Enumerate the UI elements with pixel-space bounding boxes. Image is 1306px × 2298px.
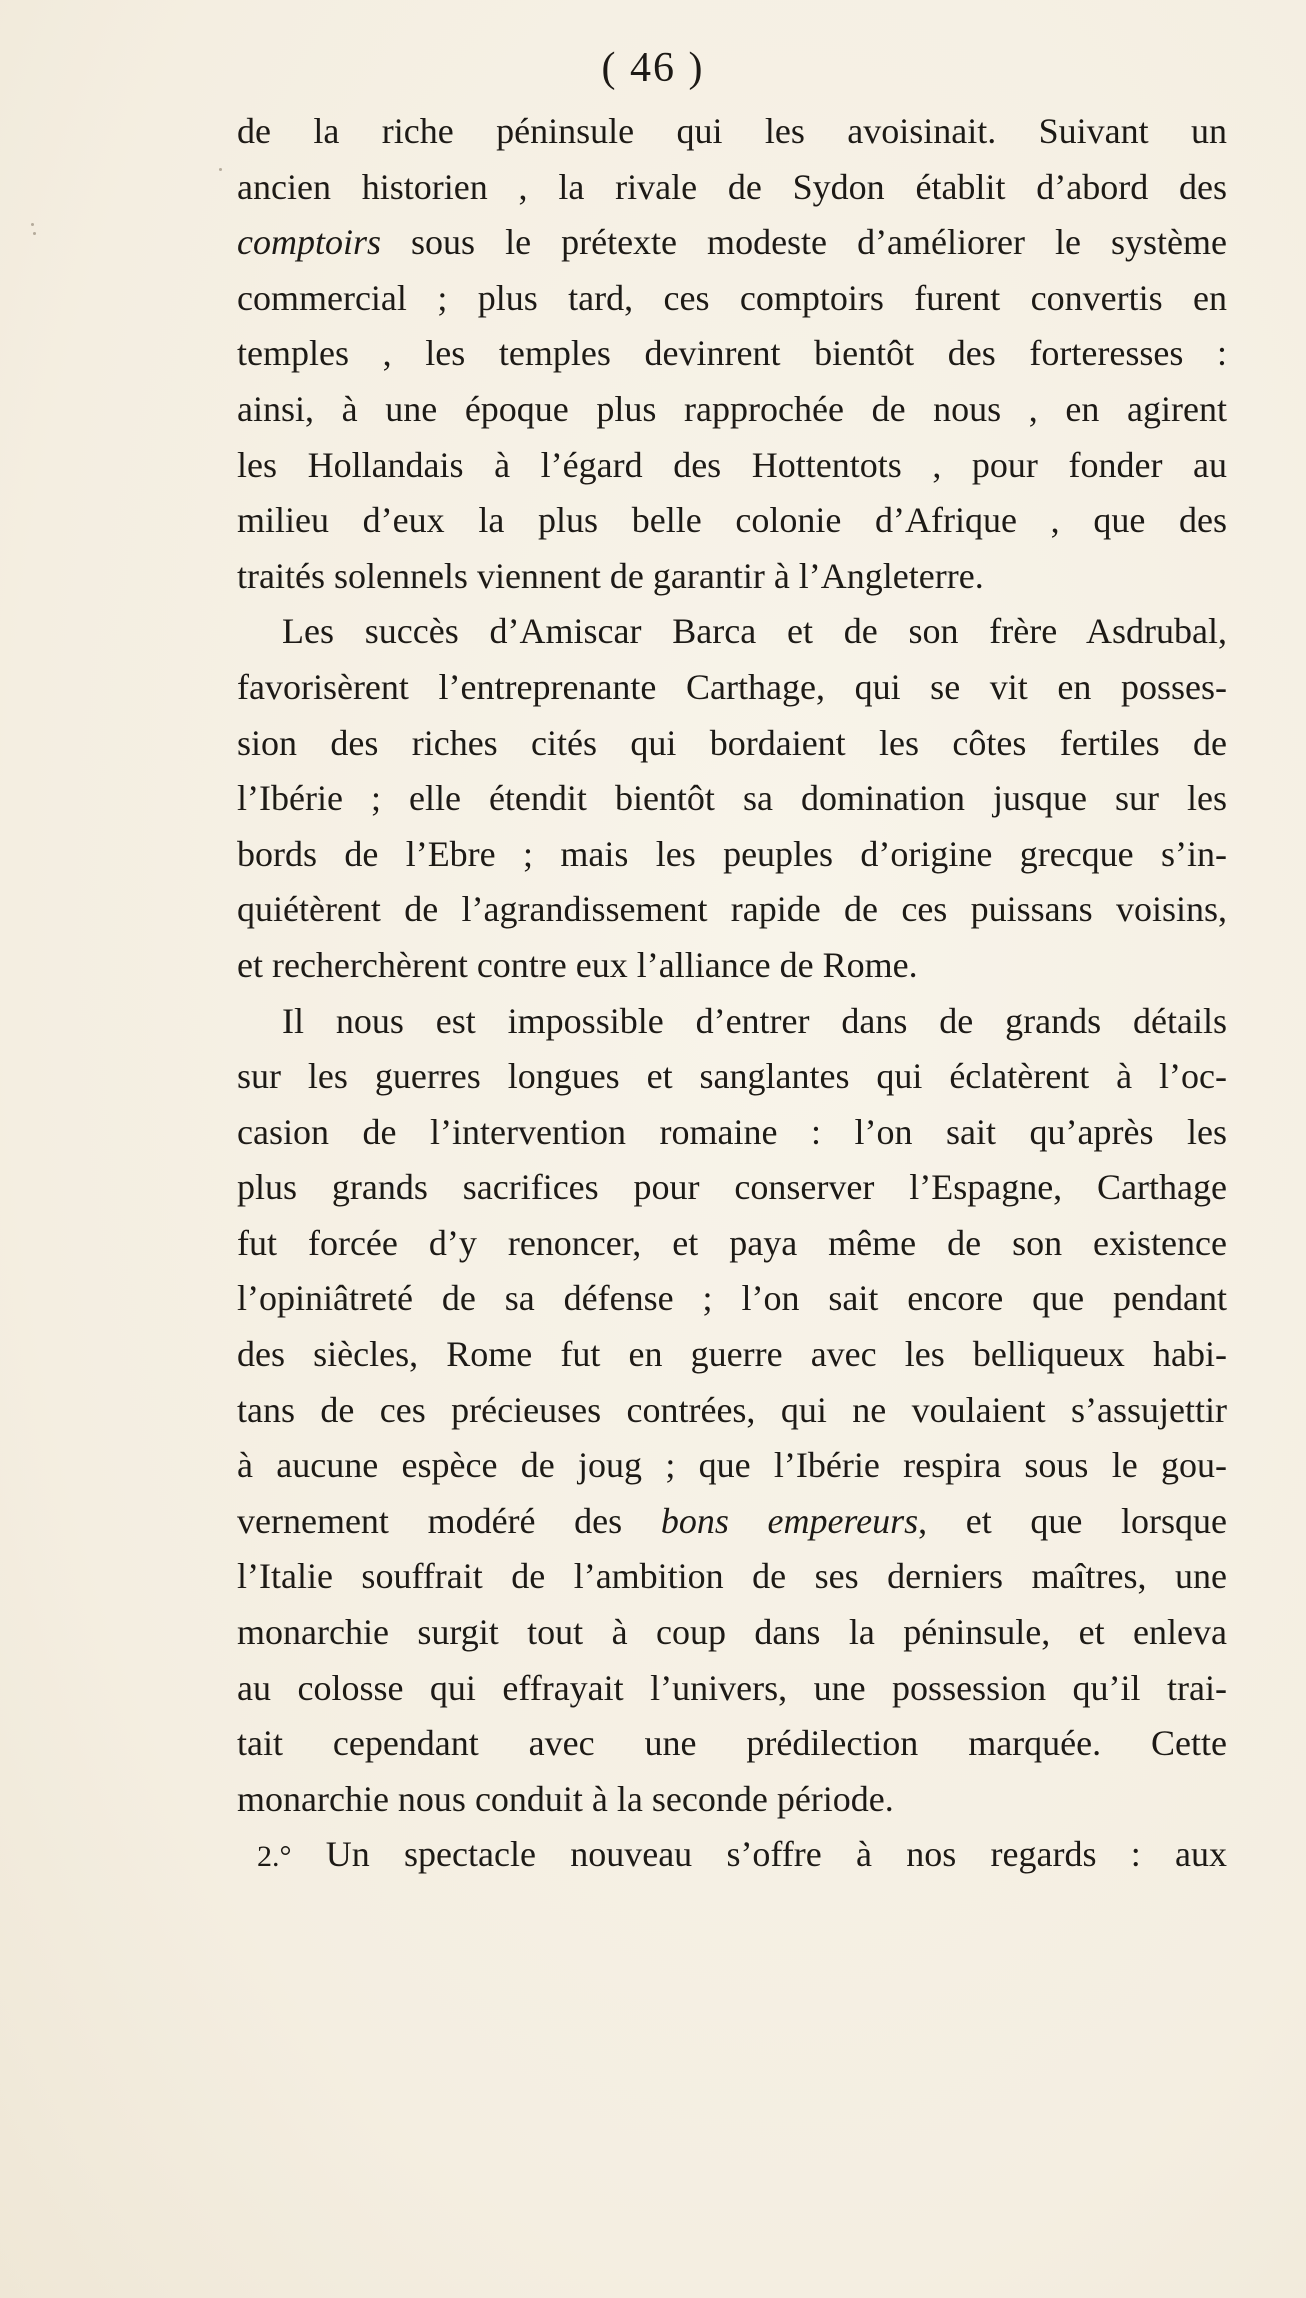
text-line: traités solennels viennent de garantir à l’Angleterre. <box>237 555 984 596</box>
section-start-line <box>237 1827 1227 1883</box>
text-fragment: vernement modéré des <box>237 1500 661 1541</box>
paper-speck <box>219 168 222 171</box>
text-line: fut forcée d’y renoncer, et paya même de son existence <box>237 1222 1227 1263</box>
text-line: à aucune espèce de joug ; que l’Ibérie respira sous le gou- <box>237 1445 1227 1486</box>
text-line: l’opiniâtreté de sa défense ; l’on sait encore que pendant <box>237 1278 1227 1319</box>
text-fragment: , et que lorsque <box>918 1500 1227 1541</box>
text-line <box>237 1494 1227 1550</box>
body-text <box>237 104 1227 1883</box>
paper-speck <box>33 232 36 235</box>
paragraph-start-line: Les succès d’Amiscar Barca et de son frère Asdrubal, <box>282 611 1227 652</box>
text-line: monarchie nous conduit à la seconde période. <box>237 1778 894 1819</box>
paper-speck <box>31 223 34 226</box>
text-line: sion des riches cités qui bordaient les côtes fertiles de <box>237 722 1227 763</box>
text-line: les Hollandais à l’égard des Hottentots , pour fonder au <box>237 444 1227 485</box>
text-line: commercial ; plus tard, ces comptoirs furent convertis en <box>237 277 1227 318</box>
text-line: bords de l’Ebre ; mais les peuples d’origine grecque s’in- <box>237 833 1227 874</box>
text-line: plus grands sacrifices pour conserver l’Espagne, Carthage <box>237 1167 1227 1208</box>
text-line <box>237 215 1227 271</box>
text-line: casion de l’intervention romaine : l’on sait qu’après les <box>237 1111 1227 1152</box>
text-line: des siècles, Rome fut en guerre avec les belliqueux habi- <box>237 1334 1227 1375</box>
text-line: temples , les temples devinrent bientôt des forteresses : <box>237 333 1227 374</box>
text-line: favorisèrent l’entreprenante Carthage, qui se vit en posses- <box>237 666 1227 707</box>
text-line: et recherchèrent contre eux l’alliance de Rome. <box>237 944 918 985</box>
text-line: ancien historien , la rivale de Sydon établit d’abord des <box>237 166 1227 207</box>
text-fragment: sous le prétexte modeste d’améliorer le système <box>381 222 1227 263</box>
italic-term: comptoirs <box>237 222 381 263</box>
text-line: ainsi, à une époque plus rapprochée de nous , en agirent <box>237 388 1227 429</box>
text-line: milieu d’eux la plus belle colonie d’Afrique , que des <box>237 500 1227 541</box>
paragraph-start-line: Il nous est impossible d’entrer dans de grands détails <box>282 1000 1227 1041</box>
text-line: de la riche péninsule qui les avoisinait. Suivant un <box>237 111 1227 151</box>
text-line: tans de ces précieuses contrées, qui ne voulaient s’assujettir <box>237 1389 1227 1430</box>
text-line: au colosse qui effrayait l’univers, une possession qu’il trai- <box>237 1667 1227 1708</box>
text-line: sur les guerres longues et sanglantes qui éclatèrent à l’oc- <box>237 1056 1227 1097</box>
text-line: l’Ibérie ; elle étendit bientôt sa domination jusque sur les <box>237 778 1227 819</box>
text-line: quiétèrent de l’agrandissement rapide de ces puissans voisins, <box>237 889 1227 930</box>
text-line: tait cependant avec une prédilection marquée. Cette <box>237 1723 1227 1764</box>
text-fragment: Un spectacle nouveau s’offre à nos regards : aux <box>291 1834 1227 1875</box>
text-line: monarchie surgit tout à coup dans la péninsule, et enleva <box>237 1612 1227 1653</box>
page-number: ( 46 ) <box>601 45 705 91</box>
text-line: l’Italie souffrait de l’ambition de ses derniers maîtres, une <box>237 1556 1227 1597</box>
italic-term: bons empereurs <box>660 1500 919 1541</box>
section-number: 2.° <box>257 1840 292 1874</box>
